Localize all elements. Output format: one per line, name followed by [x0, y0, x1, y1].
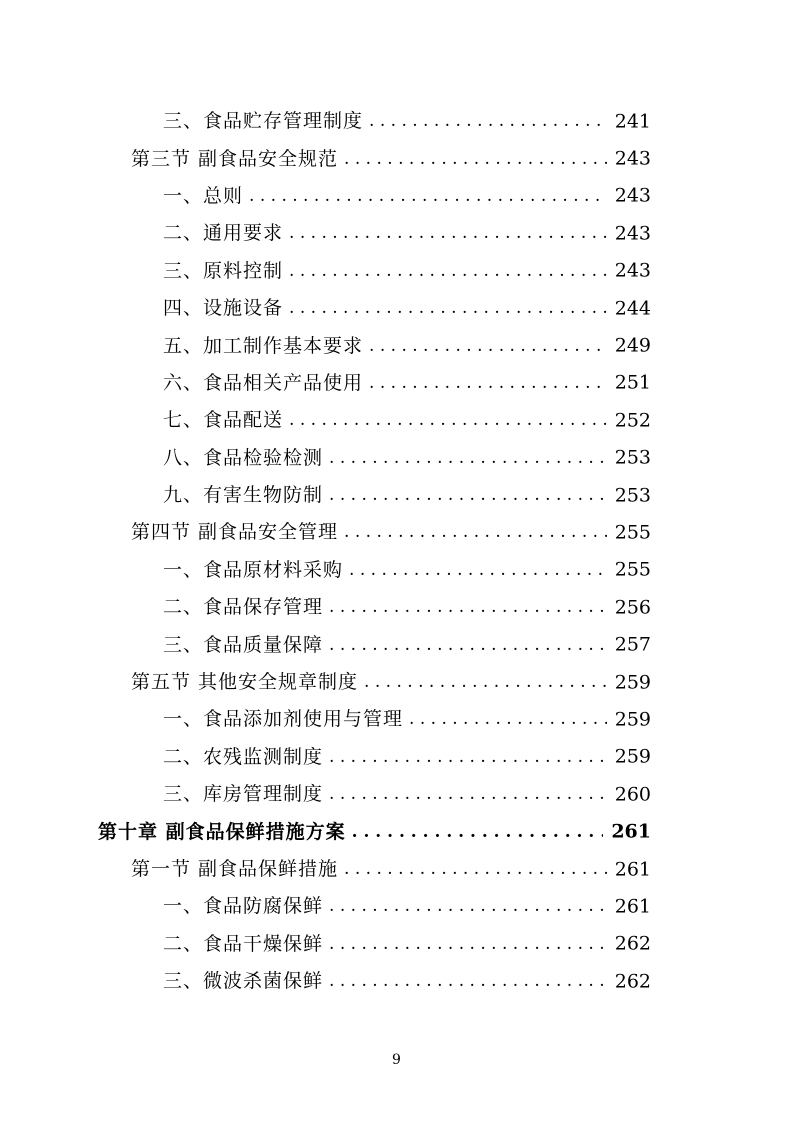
table-of-contents [0, 103, 793, 1000]
toc-entry-page: 259 [607, 748, 651, 767]
toc-entry-item[interactable] [0, 626, 793, 663]
toc-entry-item[interactable] [0, 327, 793, 364]
toc-entry-section[interactable] [0, 514, 793, 551]
toc-entry-title: 第五节 其他安全规章制度 [131, 671, 359, 694]
toc-leader-dots [369, 338, 645, 355]
toc-entry-title: 第一节 副食品保鲜措施 [131, 858, 339, 880]
toc-entry-title: 九、有害生物防制 [163, 484, 324, 507]
toc-entry-item[interactable] [0, 888, 793, 925]
toc-entry-page: 259 [607, 673, 651, 692]
toc-entry-page: 253 [607, 486, 651, 505]
toc-entry-page: 252 [607, 411, 651, 430]
toc-entry-page: 255 [607, 523, 651, 542]
toc-leader-dots [329, 599, 645, 616]
toc-entry-title: 第三节 副食品安全规范 [131, 147, 339, 170]
toc-entry-title: 四、设施设备 [163, 297, 284, 320]
toc-entry-item[interactable] [0, 701, 793, 738]
toc-leader-dots [364, 674, 645, 691]
toc-leader-dots [349, 562, 645, 579]
toc-leader-dots [289, 263, 645, 280]
toc-leader-dots [352, 824, 645, 841]
toc-leader-dots [289, 300, 645, 317]
toc-leader-dots [329, 450, 645, 467]
toc-entry-title: 一、食品原材料采购 [163, 558, 344, 581]
toc-entry-title: 三、原料控制 [163, 259, 284, 282]
toc-entry-item[interactable] [0, 103, 793, 140]
toc-leader-dots [329, 637, 645, 654]
toc-entry-item[interactable] [0, 776, 793, 813]
toc-entry-section[interactable] [0, 851, 793, 888]
toc-leader-dots [329, 973, 645, 990]
toc-entry-page: 261 [607, 860, 651, 879]
toc-entry-title: 六、食品相关产品使用 [163, 371, 364, 394]
toc-entry-title: 三、食品质量保障 [163, 633, 324, 656]
toc-entry-section[interactable] [0, 664, 793, 701]
toc-entry-page: 251 [607, 374, 651, 393]
toc-entry-title: 一、食品添加剂使用与管理 [163, 708, 404, 731]
toc-leader-dots [249, 188, 645, 205]
toc-entry-item[interactable] [0, 215, 793, 252]
toc-leader-dots [344, 151, 645, 168]
toc-entry-page: 243 [607, 262, 651, 281]
toc-entry-item[interactable] [0, 963, 793, 1000]
toc-entry-page: 262 [607, 972, 651, 991]
toc-leader-dots [369, 113, 645, 130]
toc-entry-title: 一、食品防腐保鲜 [163, 895, 324, 918]
toc-entry-page: 261 [607, 897, 651, 916]
toc-leader-dots [344, 861, 645, 878]
toc-entry-item[interactable] [0, 290, 793, 327]
toc-entry-item[interactable] [0, 552, 793, 589]
toc-entry-page: 259 [607, 710, 651, 729]
toc-leader-dots [289, 412, 645, 429]
toc-entry-item[interactable] [0, 477, 793, 514]
toc-entry-page: 243 [607, 150, 651, 169]
toc-entry-item[interactable] [0, 365, 793, 402]
toc-entry-title: 二、食品干燥保鲜 [163, 932, 324, 955]
toc-entry-title: 二、通用要求 [163, 222, 284, 245]
toc-entry-item[interactable] [0, 739, 793, 776]
toc-entry-item[interactable] [0, 440, 793, 477]
toc-entry-page: 255 [607, 561, 651, 580]
toc-entry-title: 三、微波杀菌保鲜 [163, 970, 324, 993]
page-number: 9 [392, 1052, 401, 1068]
toc-leader-dots [329, 487, 645, 504]
toc-entry-page: 262 [607, 935, 651, 954]
toc-entry-title: 三、库房管理制度 [163, 783, 324, 806]
toc-leader-dots [329, 749, 645, 766]
toc-entry-page: 253 [607, 449, 651, 468]
toc-entry-title: 二、农残监测制度 [163, 745, 324, 768]
toc-entry-item[interactable] [0, 178, 793, 215]
toc-entry-title: 第四节 副食品安全管理 [131, 521, 339, 544]
toc-entry-page: 257 [607, 636, 651, 655]
toc-leader-dots [329, 936, 645, 953]
toc-entry-page: 243 [607, 187, 651, 206]
toc-entry-chapter[interactable] [0, 813, 793, 850]
toc-leader-dots [344, 524, 645, 541]
toc-entry-page: 243 [607, 224, 651, 243]
toc-leader-dots [369, 375, 645, 392]
toc-entry-title: 七、食品配送 [163, 409, 284, 432]
toc-entry-item[interactable] [0, 926, 793, 963]
toc-entry-item[interactable] [0, 402, 793, 439]
toc-leader-dots [289, 225, 645, 242]
toc-entry-page: 249 [607, 337, 651, 356]
toc-entry-page: 260 [607, 785, 651, 804]
toc-entry-page: 241 [607, 112, 651, 131]
toc-entry-title: 八、食品检验检测 [163, 446, 324, 469]
toc-entry-title: 第十章 副食品保鲜措施方案 [98, 820, 346, 843]
toc-entry-page: 244 [607, 299, 651, 318]
toc-entry-title: 三、食品贮存管理制度 [163, 110, 364, 133]
toc-leader-dots [329, 786, 645, 803]
toc-entry-page: 256 [607, 598, 651, 617]
toc-leader-dots [329, 898, 645, 915]
toc-entry-item[interactable] [0, 589, 793, 626]
toc-entry-page: 261 [603, 823, 651, 842]
toc-entry-title: 一、总则 [163, 184, 244, 207]
toc-entry-title: 五、加工制作基本要求 [163, 334, 364, 357]
toc-entry-item[interactable] [0, 253, 793, 290]
toc-entry-title: 二、食品保存管理 [163, 596, 324, 619]
toc-entry-section[interactable] [0, 140, 793, 177]
